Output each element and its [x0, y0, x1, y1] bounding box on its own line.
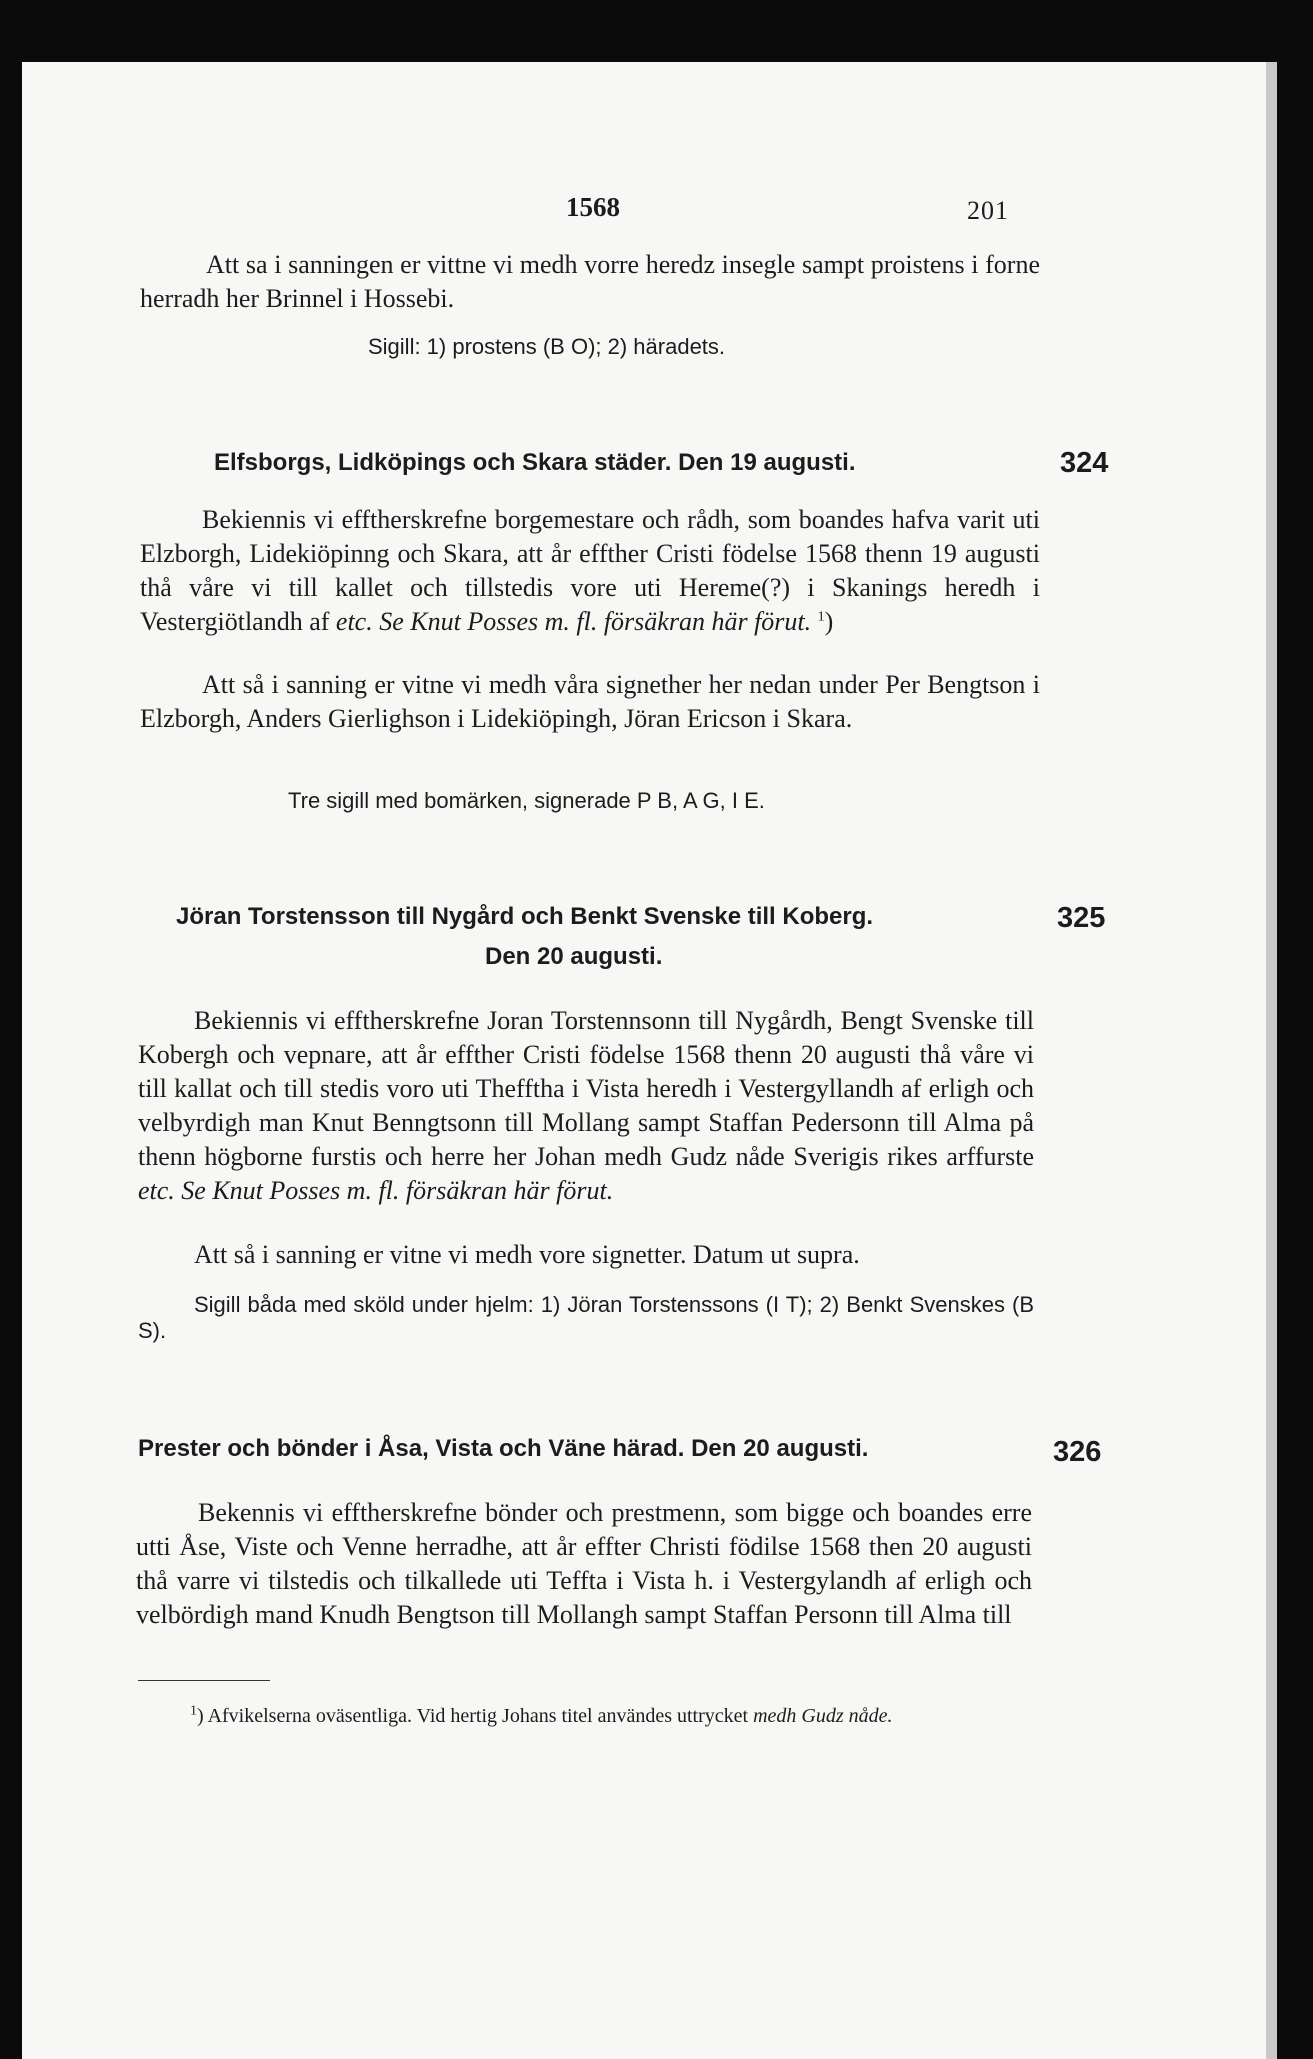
letter-325-paragraph-1-text: Bekiennis vi efftherskrefne Joran Torstennsonn till Nygårdh, Bengt Svenske till Kobergh och vepnare, att år effther Cristi födelse 1568 thenn 20 augusti thå våre vi till kallat och till stedis voro uti Thefftha i Vista heredh i Vestergyllandh af erligh och velbyrdigh man Knut Benngtsonn till Mollang sampt Staffan Pedersonn till Alma på thenn högborne furstis och herre her Johan medh Gudz nåde Sverigis rikes arffurste	[138, 1006, 1034, 1171]
footnote-reference-paren: )	[824, 607, 834, 636]
footnote-marker-paren: )	[197, 1705, 204, 1727]
letter-325-heading-line-2: Den 20 augusti.	[485, 943, 663, 970]
letter-324-paragraph-2: Att så i sanning er vitne vi medh våra signether her nedan under Per Bengtson i Elzborgh, Anders Gierlighson i Lidekiöpingh, Jöran Ericson i Skara.	[140, 670, 1040, 733]
letter-325-seal-note: Sigill båda med sköld under hjelm: 1) Jöran Torstenssons (I T); 2) Benkt Svenskes (B S).	[138, 1292, 1034, 1343]
scan-border-right	[1277, 0, 1313, 2059]
letter-326-number: 326	[1053, 1436, 1102, 1468]
intro-seal-note: Sigill: 1) prostens (B O); 2) häradets.	[368, 334, 726, 359]
footnote-italic: medh Gudz nåde.	[753, 1705, 893, 1727]
letter-325-heading-line-1: Jöran Torstensson till Nygård och Benkt Svenske till Koberg.	[176, 903, 874, 930]
scan-page-edge	[1266, 62, 1277, 2059]
letter-324-paragraph-1	[140, 503, 1040, 639]
letter-326-paragraph-1: Bekennis vi efftherskrefne bönder och prestmenn, som bigge och boandes erre utti Åse, Viste och Venne herradhe, att år effter Christi födilse 1568 then 20 augusti thå varre vi tilstedis och tilkallede uti Teffta i Vista h. i Vestergylandh af erligh och velbördigh mand Knudh Bengtson till Mollangh sampt Staffan Personn till Alma till	[136, 1498, 1032, 1629]
letter-324-number: 324	[1060, 447, 1109, 479]
footnote	[134, 1703, 1030, 1729]
letter-324-seal-note: Tre sigill med bomärken, signerade P B, A G, I E.	[288, 788, 765, 813]
footnote-reference: 1	[817, 609, 825, 625]
scan-border-left	[0, 0, 22, 2059]
scan-border-top	[0, 0, 1313, 62]
letter-326-heading: Prester och bönder i Åsa, Vista och Väne härad. Den 20 augusti.	[138, 1435, 869, 1462]
letter-325-paragraph-1-italic: etc. Se Knut Posses m. fl. försäkran här förut.	[138, 1176, 614, 1205]
letter-325-number: 325	[1057, 902, 1106, 934]
footnote-rule	[138, 1680, 270, 1681]
letter-325-paragraph-1	[138, 1004, 1034, 1208]
letter-324-paragraph-1-text: Bekiennis vi efftherskrefne borgemestare och rådh, som boandes hafva varit uti Elzborgh, Lidekiöpinng och Skara, att år effther Cristi födelse 1568 thenn 19 augusti thå våre vi till kallet och tillstedis vore uti Hereme(?) i Skanings heredh i Vestergiötlandh af	[140, 505, 1040, 636]
footnote-text: Afvikelserna oväsentliga. Vid hertig Johans titel användes uttrycket	[207, 1705, 749, 1727]
intro-paragraph: Att sa i sanningen er vittne vi medh vorre heredz insegle sampt proistens i forne herradh her Brinnel i Hossebi.	[140, 250, 1040, 313]
letter-325-paragraph-2: Att så i sanning er vitne vi medh vore signetter. Datum ut supra.	[194, 1240, 860, 1269]
letter-324-paragraph-1-italic: etc. Se Knut Posses m. fl. försäkran här förut.	[335, 607, 812, 636]
letter-324-heading: Elfsborgs, Lidköpings och Skara städer. Den 19 augusti.	[214, 449, 856, 476]
footnote-marker: 1	[190, 1703, 197, 1719]
running-header-year: 1568	[566, 192, 620, 222]
page-number: 201	[967, 196, 1009, 225]
